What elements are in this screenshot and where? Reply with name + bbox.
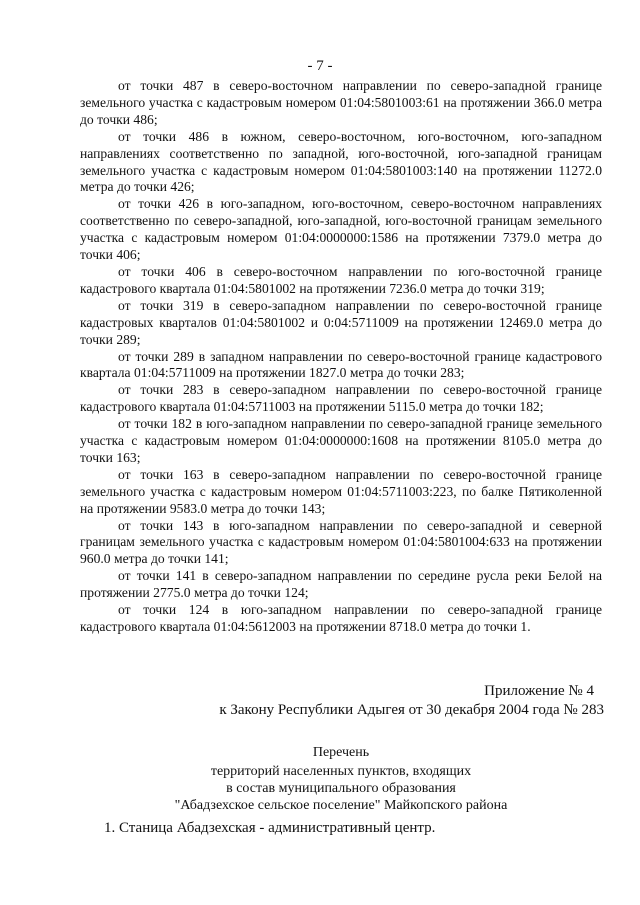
list-heading: Перечень	[312, 745, 370, 760]
boundary-paragraph: от точки 486 в южном, северо-восточном, юго-восточном, юго-западном направлениях соответственно по западной, юго-восточной, юго-западной границам земельного участка с кадастровым номером 01:04:5801003:140 на протяжении 11272.0 метра до точки 426;	[80, 128, 602, 195]
boundary-paragraph: от точки 124 в юго-западном направлении по северо-западной границе кадастрового квартала 01:04:5612003 на протяжении 8718.0 метра до точки 1.	[80, 602, 602, 634]
boundary-paragraph: от точки 487 в северо-восточном направлении по северо-западной границе земельного участка с кадастровым номером 01:04:5801003:61 на протяжении 366.0 метра до точки 486;	[80, 78, 602, 127]
appendix-subtitle: к Закону Республики Адыгея от 30 декабря 2004 года № 283	[219, 702, 604, 718]
appendix-header	[219, 682, 604, 720]
boundary-paragraph: от точки 182 в юго-западном направлении по северо-западной границе земельного участка с кадастровым номером 01:04:0000000:1608 на протяжении 8105.0 метра до точки 163;	[80, 416, 602, 465]
list-heading-line: в состав муниципального образования	[226, 781, 456, 796]
boundary-paragraph: от точки 289 в западном направлении по северо-восточной границе кадастрового квартала 01:04:5711009 на протяжении 1827.0 метра до точки 283;	[80, 348, 602, 381]
boundary-description	[80, 78, 602, 636]
list-heading-line: "Абадзехское сельское поселение" Майкопского района	[174, 798, 508, 813]
page-number: - 7 -	[307, 58, 333, 74]
boundary-paragraph: от точки 163 в северо-западном направлении по северо-восточной границе земельного участка с кадастровым номером 01:04:5711003:223, по балке Пятиколенной на протяжении 9583.0 метра до точки 143;	[80, 466, 602, 516]
boundary-paragraph: от точки 406 в северо-восточном направлении по юго-восточной границе кадастрового квартала 01:04:5801002 на протяжении 7236.0 метра до точки 319;	[80, 263, 602, 296]
settlement-list-heading	[80, 744, 602, 814]
boundary-paragraph: от точки 283 в северо-западном направлении по северо-восточной границе кадастрового квартала 01:04:5711003 на протяжении 5115.0 метра до точки 182;	[80, 382, 602, 415]
boundary-paragraph: от точки 143 в юго-западном направлении по северо-западной и северной границам земельного участка с кадастровым номером 01:04:5801004:633 на протяжении 960.0 метра до точки 141;	[80, 517, 602, 567]
boundary-paragraph: от точки 141 в северо-западном направлении по середине русла реки Белой на протяжении 2775.0 метра до точки 124;	[80, 568, 602, 601]
list-item: 1. Станица Абадзехская - административный центр.	[104, 820, 436, 836]
list-heading-line: территорий населенных пунктов, входящих	[210, 764, 472, 779]
boundary-paragraph: от точки 426 в юго-западном, юго-восточном, северо-восточном направлениях соответственно по северо-западной, юго-западной, юго-восточной границам земельного участка с кадастровым номером 01:04:0000000:1586 на протяжении 7379.0 метра до точки 406;	[80, 196, 602, 263]
appendix-title: Приложение № 4	[484, 683, 594, 699]
boundary-paragraph: от точки 319 в северо-западном направлении по северо-восточной границе кадастровых кварталов 01:04:5801002 и 0:04:5711009 на протяжении 12469.0 метра до точки 289;	[80, 297, 602, 347]
